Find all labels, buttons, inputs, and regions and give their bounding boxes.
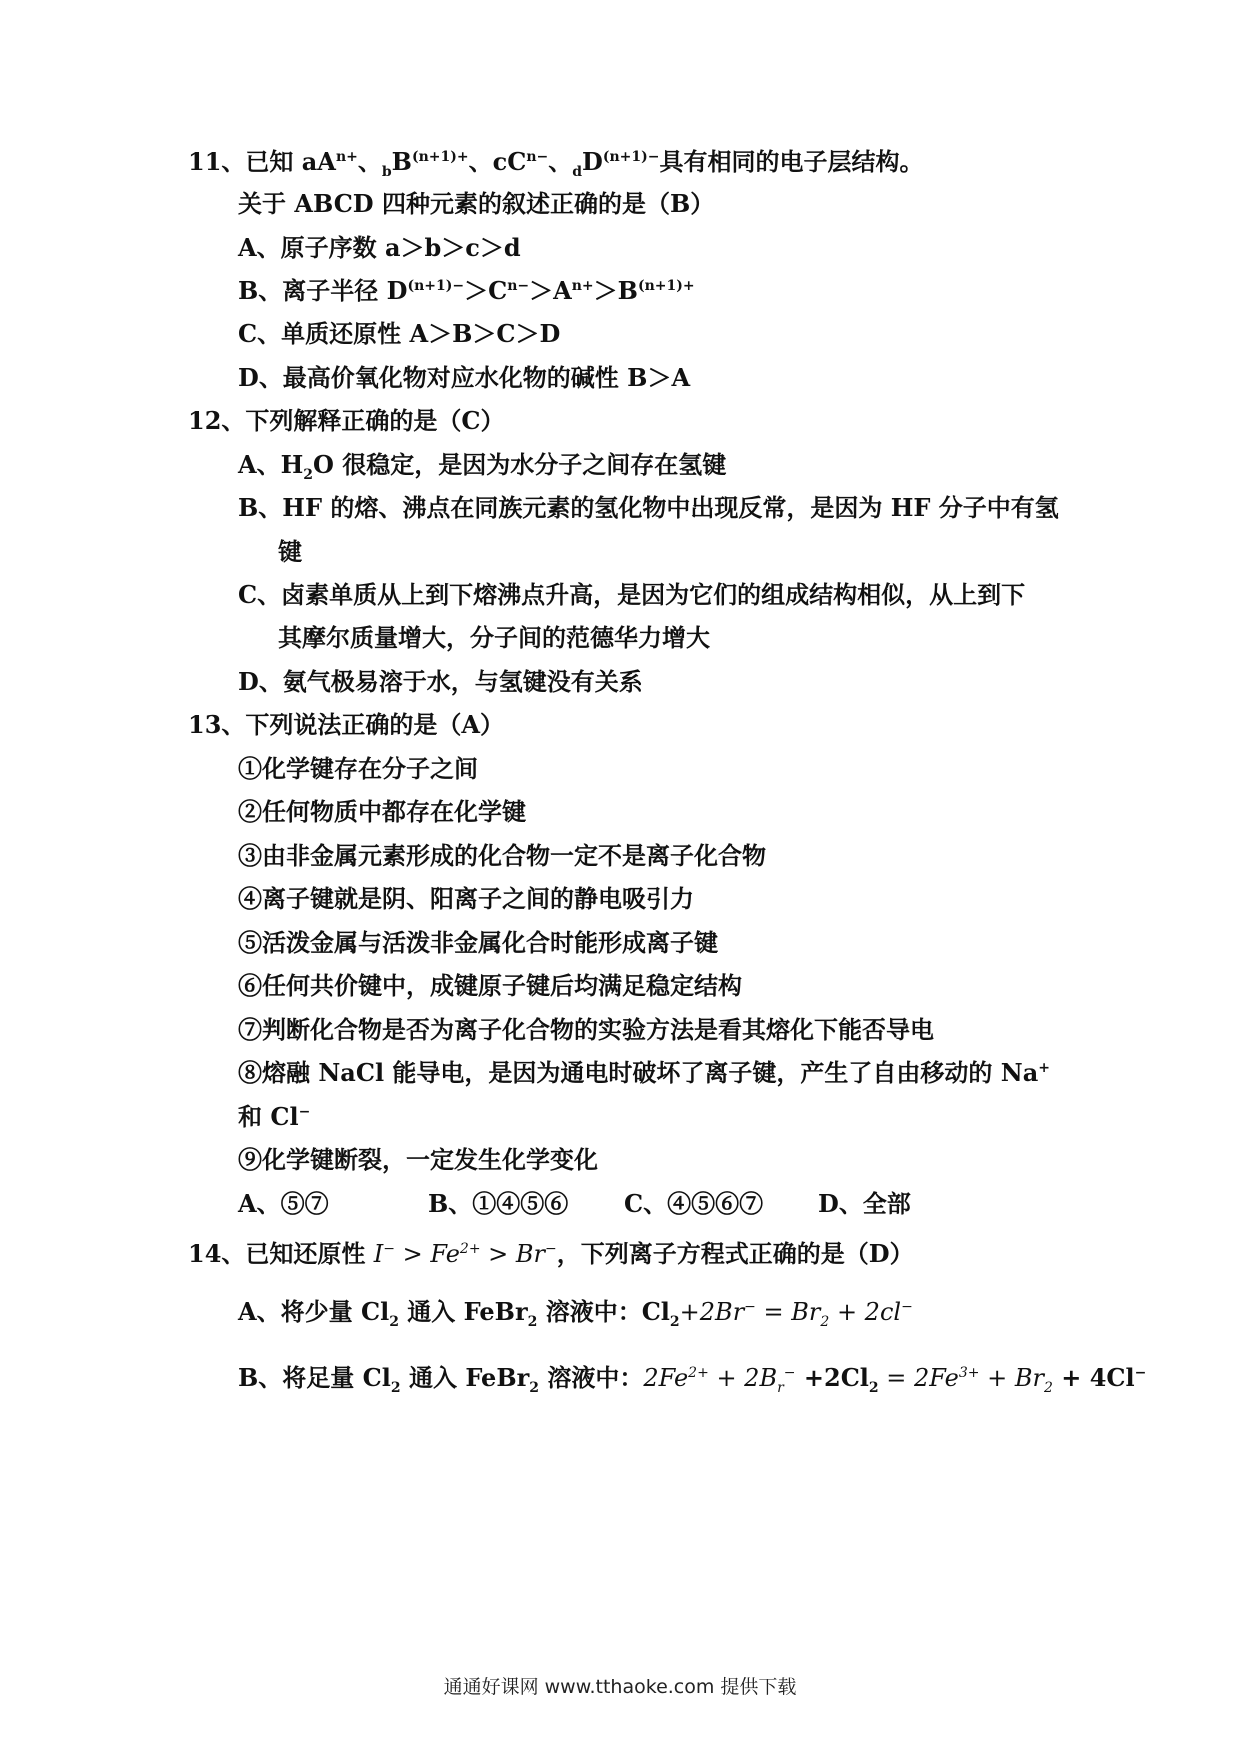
q13-item: ③由非金属元素形成的化合物一定不是离子化合物 [238, 841, 766, 870]
q14-option-b-text: B、将足量 Cl [238, 1363, 391, 1392]
q13-item: ②任何物质中都存在化学键 [238, 797, 526, 826]
q13-option-a: A、⑤⑦ [238, 1189, 329, 1218]
q13-number: 13、 [188, 710, 246, 739]
q13-item: ①化学键存在分子之间 [238, 754, 478, 783]
q11-stem [188, 146, 923, 178]
q12-text: 下列解释正确的是（C） [245, 406, 505, 435]
q14-option-a-equation-sup: − [744, 1299, 756, 1315]
q14-option-b-equation-sup: 2+ [688, 1365, 709, 1381]
q14-formula: I [373, 1240, 384, 1268]
q14-option-b-equation-sub: 2 [868, 1379, 879, 1396]
q14-text: 已知还原性 [245, 1239, 374, 1268]
q13-item: ⑤活泼金属与活泼非金属化合时能形成离子键 [238, 928, 718, 957]
q13-option-d: D、全部 [818, 1189, 911, 1218]
q14-option-b-sub: 2 [529, 1379, 539, 1396]
q11-stem-2: 关于 ABCD 四种元素的叙述正确的是（B） [238, 189, 715, 218]
q14-option-b-sub: 2 [390, 1379, 401, 1396]
q11-option-b-text: ＞C [464, 276, 508, 305]
q11-option-b-sup: (n+1)+ [637, 278, 695, 294]
q11-text: 具有相同的电子层结构。 [659, 147, 924, 176]
q14-text: ，下列离子方程式正确的是（D） [556, 1239, 914, 1268]
page-footer: 通通好课网 www.tthaoke.com 提供下载 [443, 1676, 797, 1698]
q13-item: ⑥任何共价键中，成键原子键后均满足稳定结构 [238, 971, 742, 1000]
q11-text: 、 [548, 147, 573, 176]
q12-option-c: C、卤素单质从上到下熔沸点升高，是因为它们的组成结构相似，从上到下 [238, 580, 1026, 609]
q14-formula: Br [515, 1240, 546, 1268]
q11-text: B [391, 147, 412, 176]
q13-item: ④离子键就是阴、阳离子之间的静电吸引力 [238, 884, 694, 913]
q14-option-b [238, 1362, 1146, 1394]
q13-option-c: C、④⑤⑥⑦ [624, 1189, 764, 1218]
q12-option-b-cont: 键 [278, 537, 302, 566]
q14-option-a-text: 通入 FeBr [398, 1297, 528, 1326]
q11-sup: n+ [335, 149, 358, 165]
q11-option-b-text: ＞A [529, 276, 572, 305]
q12-option-b: B、HF 的熔、沸点在同族元素的氢化物中出现反常，是因为 HF 分子中有氢 [238, 493, 1059, 522]
q14-option-b-equation: +2Cl [795, 1363, 869, 1392]
q14-number: 14、 [188, 1239, 246, 1268]
q14-formula: Fe [430, 1240, 460, 1268]
q14-formula-sup: 2+ [459, 1241, 481, 1257]
q13-item-8-text: 和 Cl [238, 1102, 299, 1131]
q12-option-a [238, 449, 726, 481]
q14-option-b-equation: + 2B [708, 1364, 778, 1392]
q14-option-b-equation: = 2Fe [878, 1364, 959, 1392]
q12-option-a-sub: 2 [303, 466, 314, 483]
q14-option-b-equation-sub: 2 [1043, 1379, 1053, 1396]
q12-option-a-text: O 很稳定，是因为水分子之间存在氢键 [313, 450, 727, 479]
q11-option-b-sup: (n+1)− [407, 278, 465, 294]
q14-option-a-sub: 2 [527, 1313, 538, 1330]
q11-option-b-sup: n+ [571, 278, 594, 294]
q12-option-c-cont: 其摩尔质量增大，分子间的范德华力增大 [278, 623, 710, 652]
q14-option-b-equation-sup: − [783, 1365, 796, 1381]
q14-option-b-equation-sub: r [777, 1379, 784, 1396]
q13-item: ⑦判断化合物是否为离子化合物的实验方法是看其熔化下能否导电 [238, 1015, 934, 1044]
q11-option-b [238, 275, 695, 307]
q11-option-b-sup: n− [507, 278, 530, 294]
q14-option-b-text: 溶液中： [539, 1363, 644, 1392]
q12-option-a-text: A、H [238, 450, 304, 479]
q14-option-a-equation-sup: − [901, 1299, 913, 1315]
q12-option-d: D、氨气极易溶于水，与氢键没有关系 [238, 667, 643, 696]
q11-text: 已知 aA [245, 147, 336, 176]
q14-option-b-equation: + 4Cl [1052, 1363, 1135, 1392]
q11-sub: d [572, 163, 583, 180]
q14-option-b-equation-sup: 3+ [958, 1365, 980, 1381]
q14-option-a [238, 1296, 913, 1328]
q14-stem [188, 1238, 914, 1270]
q11-option-a: A、原子序数 a＞b＞c＞d [238, 233, 521, 262]
q14-option-b-equation: + Br [979, 1364, 1044, 1392]
q11-text: 、 [357, 147, 382, 176]
q12-number: 12、 [188, 406, 246, 435]
q14-option-a-text: A、将少量 Cl [238, 1297, 390, 1326]
q11-sup: n− [526, 149, 549, 165]
q11-option-c: C、单质还原性 A＞B＞C＞D [238, 319, 561, 348]
q14-formula-sup: − [383, 1241, 395, 1257]
q11-option-b-text: ＞B [593, 276, 638, 305]
q13-item-8-sup: − [298, 1104, 311, 1120]
q14-option-a-equation: = Br [755, 1298, 821, 1326]
q13-stem [188, 709, 504, 741]
q11-sup: (n+1)+ [411, 149, 469, 165]
q14-option-a-equation: +2Br [679, 1298, 745, 1326]
q12-stem [188, 405, 505, 437]
q11-sup: (n+1)− [602, 149, 660, 165]
q14-option-b-text: 通入 FeBr [400, 1363, 530, 1392]
q14-option-a-sub: 2 [389, 1313, 399, 1330]
q13-item-9: ⑨化学键断裂，一定发生化学变化 [238, 1145, 598, 1174]
q13-item-8-cont [238, 1101, 310, 1133]
q13-option-b: B、①④⑤⑥ [428, 1189, 569, 1218]
q14-formula-sup: − [545, 1241, 557, 1257]
q14-formula: > [480, 1240, 516, 1268]
q13-text: 下列说法正确的是（A） [245, 710, 505, 739]
q11-option-d: D、最高价氧化物对应水化物的碱性 B＞A [238, 363, 691, 392]
q11-text: 、cC [468, 147, 527, 176]
q14-option-a-equation: + 2cl [829, 1298, 902, 1326]
q11-sub: b [381, 163, 392, 180]
q13-item-8-sup: + [1038, 1060, 1050, 1076]
q14-option-b-equation: 2Fe [643, 1364, 689, 1392]
q13-item-8 [238, 1057, 1050, 1089]
q14-formula: > [394, 1240, 431, 1268]
q14-option-b-equation-sup: − [1134, 1365, 1147, 1381]
q11-text: D [582, 147, 603, 176]
q14-option-a-text: 溶液中：Cl [537, 1297, 670, 1326]
q11-number: 11、 [188, 147, 246, 176]
q11-option-b-text: B、离子半径 D [238, 276, 408, 305]
q13-item-8-text: ⑧熔融 NaCl 能导电，是因为通电时破坏了离子键，产生了自由移动的 Na [238, 1058, 1039, 1087]
q14-option-a-sub: 2 [669, 1313, 680, 1330]
q14-option-a-equation-sub: 2 [820, 1313, 830, 1330]
